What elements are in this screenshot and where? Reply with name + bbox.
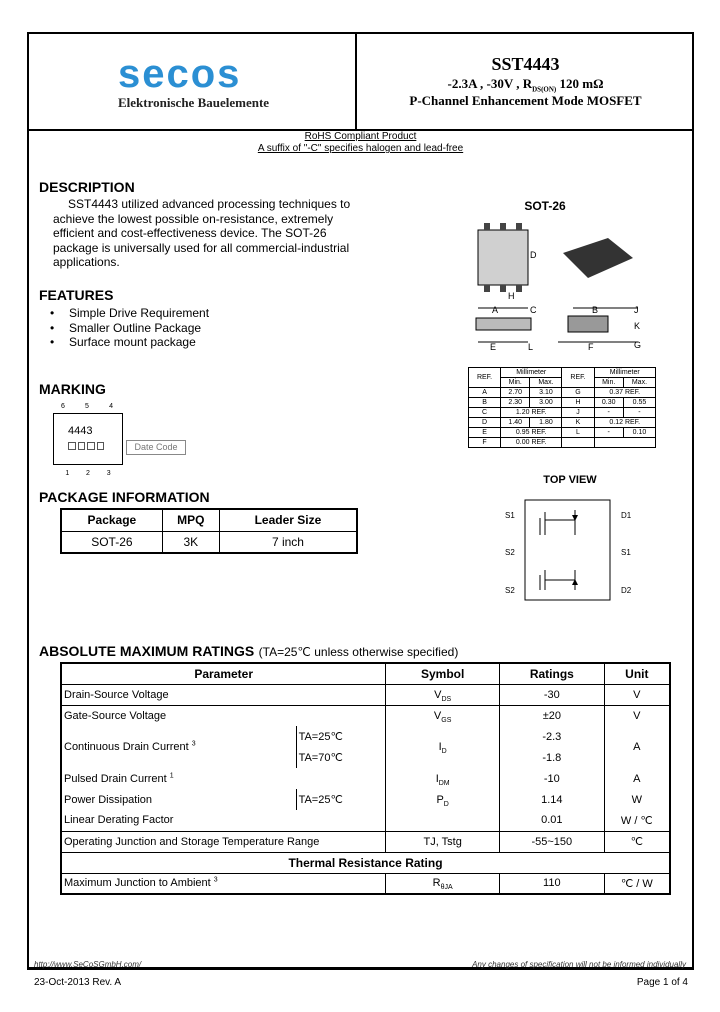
col-header: Max. [623, 378, 655, 388]
dim-cell: 1.20 REF. [501, 408, 562, 418]
halogen-text: A suffix of "-C" specifies halogen and lead-free [257, 143, 464, 154]
dim-row [469, 418, 656, 428]
pin-label: 3 [106, 470, 111, 477]
col-header: Min. [594, 378, 623, 388]
dim-cell: 0.95 REF. [501, 428, 562, 438]
pin-label: S1 [505, 511, 515, 520]
sot26-title: SOT-26 [524, 199, 566, 213]
col-header: Unit [604, 663, 670, 684]
features-heading: FEATURES [39, 287, 114, 303]
rohs-text: RoHS Compliant Product [304, 131, 417, 142]
dim-cell: C [469, 408, 501, 418]
value: -1.8 [499, 747, 604, 768]
dim-row [469, 438, 656, 448]
dim-label: G [634, 340, 642, 350]
value: 1.14 [499, 789, 604, 810]
table-row [61, 831, 670, 852]
dim-cell: 1.40 [501, 418, 530, 428]
dim-cell: 2.70 [501, 388, 530, 398]
param: Linear Derating Factor [64, 814, 174, 827]
dim-label: J [634, 305, 639, 315]
col-header: Millimeter [594, 368, 655, 378]
condition: TA=70℃ [296, 747, 386, 768]
col-header: Symbol [386, 663, 500, 684]
ratings-condition: (TA=25℃ unless otherwise specified) [258, 645, 459, 659]
cell: 7 inch [219, 531, 357, 553]
dim-cell: 0.10 [623, 428, 655, 438]
table-row [61, 726, 670, 747]
dim-label: D [530, 250, 537, 260]
part-number: SST4443 [491, 54, 560, 74]
dim-cell: 0.37 REF. [594, 388, 655, 398]
value: -10 [499, 768, 604, 789]
dim-label: C [530, 305, 537, 315]
col-header: Package [61, 509, 162, 531]
col-header: Ratings [499, 663, 604, 684]
page-number: Page 1 of 4 [636, 977, 688, 988]
description-heading: DESCRIPTION [39, 179, 135, 195]
unit: ℃ [604, 831, 670, 852]
secos-logo: secos [118, 52, 242, 96]
date-code-label: Date Code [126, 440, 186, 455]
dim-cell: E [469, 428, 501, 438]
value: ±20 [499, 705, 604, 726]
dim-cell: B [469, 398, 501, 408]
feature-item: • Simple Drive Requirement [50, 306, 209, 321]
dim-cell: A [469, 388, 501, 398]
symbol: $V_{GS}$ [386, 705, 500, 726]
cell: SOT-26 [61, 531, 162, 553]
table-row [61, 705, 670, 726]
param: Pulsed Drain Current $^1$ [64, 771, 174, 785]
unit: W / ℃ [604, 810, 670, 831]
dim-cell: - [594, 428, 623, 438]
table-row [61, 684, 670, 705]
table-row [61, 768, 670, 789]
dimension-table [468, 367, 656, 448]
unit: W [604, 789, 670, 810]
col-header: REF. [469, 368, 501, 388]
param: Maximum Junction to Ambient $^3$ [61, 873, 386, 894]
feature-item: • Surface mount package [50, 335, 209, 350]
param: Power Dissipation [64, 793, 153, 806]
condition: TA=25℃ [296, 789, 386, 810]
pin-label: D1 [621, 511, 632, 520]
value: -2.3 [499, 726, 604, 747]
symbol: $V_{DS}$ [386, 684, 500, 705]
col-header: MPQ [162, 509, 219, 531]
pin-label: 1 [65, 470, 70, 477]
dim-cell: F [469, 438, 501, 448]
dim-cell: - [594, 408, 623, 418]
value: 110 [499, 873, 604, 894]
dim-cell: 0.12 REF. [594, 418, 655, 428]
package-info-heading: PACKAGE INFORMATION [39, 489, 210, 505]
param: Gate-Source Voltage [61, 705, 386, 726]
website-link[interactable]: http://www.SeCoSGmbH.com/ [34, 960, 142, 969]
package-table [60, 508, 358, 554]
dim-label: F [588, 342, 594, 352]
dim-cell: L [562, 428, 594, 438]
dim-label: K [634, 321, 641, 331]
table-row [61, 810, 670, 831]
section-header: Thermal Resistance Rating [61, 852, 670, 873]
dim-label: B [592, 305, 599, 315]
marking-code: 4443 [68, 425, 93, 437]
unit: A [604, 726, 670, 768]
value: 0.01 [499, 810, 604, 831]
col-header: Parameter [194, 666, 254, 681]
value: -30 [499, 684, 604, 705]
param: Operating Junction and Storage Temperature Range [61, 831, 386, 852]
dim-row [469, 428, 656, 438]
dim-cell: J [562, 408, 594, 418]
dim-cell: 0.30 [594, 398, 623, 408]
table-row [61, 789, 670, 810]
ratings-table [60, 662, 671, 895]
dim-cell: 2.30 [501, 398, 530, 408]
pin-label: 6 [61, 403, 65, 410]
pin-label: S2 [505, 586, 515, 595]
pin-label: 4 [109, 403, 113, 410]
col-header: REF. [562, 368, 594, 388]
ratings-heading-row [39, 643, 458, 661]
top-view-schematic [500, 490, 640, 605]
dim-cell: K [562, 418, 594, 428]
unit: ℃ / W [604, 873, 670, 894]
logo-subtitle: Elektronische Bauelemente [118, 95, 270, 110]
dim-cell: H [562, 398, 594, 408]
dim-cell: 0.00 REF. [501, 438, 562, 448]
dim-cell: 1.80 [530, 418, 562, 428]
unit: V [604, 705, 670, 726]
dim-row [469, 398, 656, 408]
pin-label: 2 [86, 470, 90, 477]
pin-label: D2 [621, 586, 632, 595]
cell: 3K [162, 531, 219, 553]
dim-label: H [508, 291, 515, 301]
dim-row [469, 408, 656, 418]
unit: A [604, 768, 670, 789]
pin-label: S2 [505, 548, 515, 557]
symbol: $P_D$ [386, 789, 500, 810]
unit: V [604, 684, 670, 705]
marking-heading: MARKING [39, 381, 106, 397]
col-header: Millimeter [501, 368, 562, 378]
symbol: $I_{DM}$ [386, 768, 500, 789]
pin-label: S1 [621, 548, 631, 557]
dim-cell: D [469, 418, 501, 428]
dim-cell [562, 438, 594, 448]
dim-cell: - [623, 408, 655, 418]
dim-cell: G [562, 388, 594, 398]
col-header: Min. [501, 378, 530, 388]
sot26-outline-drawing [468, 218, 658, 352]
top-view-title: TOP VIEW [543, 474, 597, 486]
feature-item: • Smaller Outline Package [50, 321, 209, 336]
revision-date: 23-Oct-2013 Rev. A [34, 977, 122, 988]
table-row [61, 852, 670, 873]
symbol: $R_{\theta JA}$ [386, 873, 500, 894]
value: -55~150 [499, 831, 604, 852]
dim-cell: 0.55 [623, 398, 655, 408]
notice-text: Any changes of specification will not be informed individually [472, 960, 686, 969]
device-type: P-Channel Enhancement Mode MOSFET [409, 93, 642, 108]
dim-cell: 3.00 [530, 398, 562, 408]
ratings-heading: ABSOLUTE MAXIMUM RATINGS [39, 643, 255, 659]
dim-label: A [492, 305, 499, 315]
description-text: SST4443 utilized advanced processing techniques to achieve the lowest possible on-resistance, extremely efficient and cost-effectiveness device. The SOT-26 package is universally used for all commercial-industrial applications. [53, 197, 351, 269]
spec-line: -2.3A , -30V , $R_{DS(ON)}$ 120 mΩ [447, 76, 604, 94]
param: Drain-Source Voltage [61, 684, 386, 705]
chip-body [53, 413, 123, 465]
col-header: Max. [530, 378, 562, 388]
symbol: $I_D$ [386, 726, 500, 768]
dim-label: L [528, 342, 534, 352]
symbol: TJ, Tstg [386, 831, 500, 852]
condition: TA=25℃ [296, 726, 386, 747]
dim-label: E [490, 342, 497, 352]
marking-diagram [53, 403, 123, 465]
col-header: Leader Size [219, 509, 357, 531]
features-list [50, 306, 209, 350]
dim-cell: 3.10 [530, 388, 562, 398]
table-row [61, 873, 670, 894]
dim-cell [594, 438, 655, 448]
param: Continuous Drain Current $^3$ [64, 740, 196, 753]
pin-label: 5 [85, 403, 89, 410]
dim-row [469, 388, 656, 398]
